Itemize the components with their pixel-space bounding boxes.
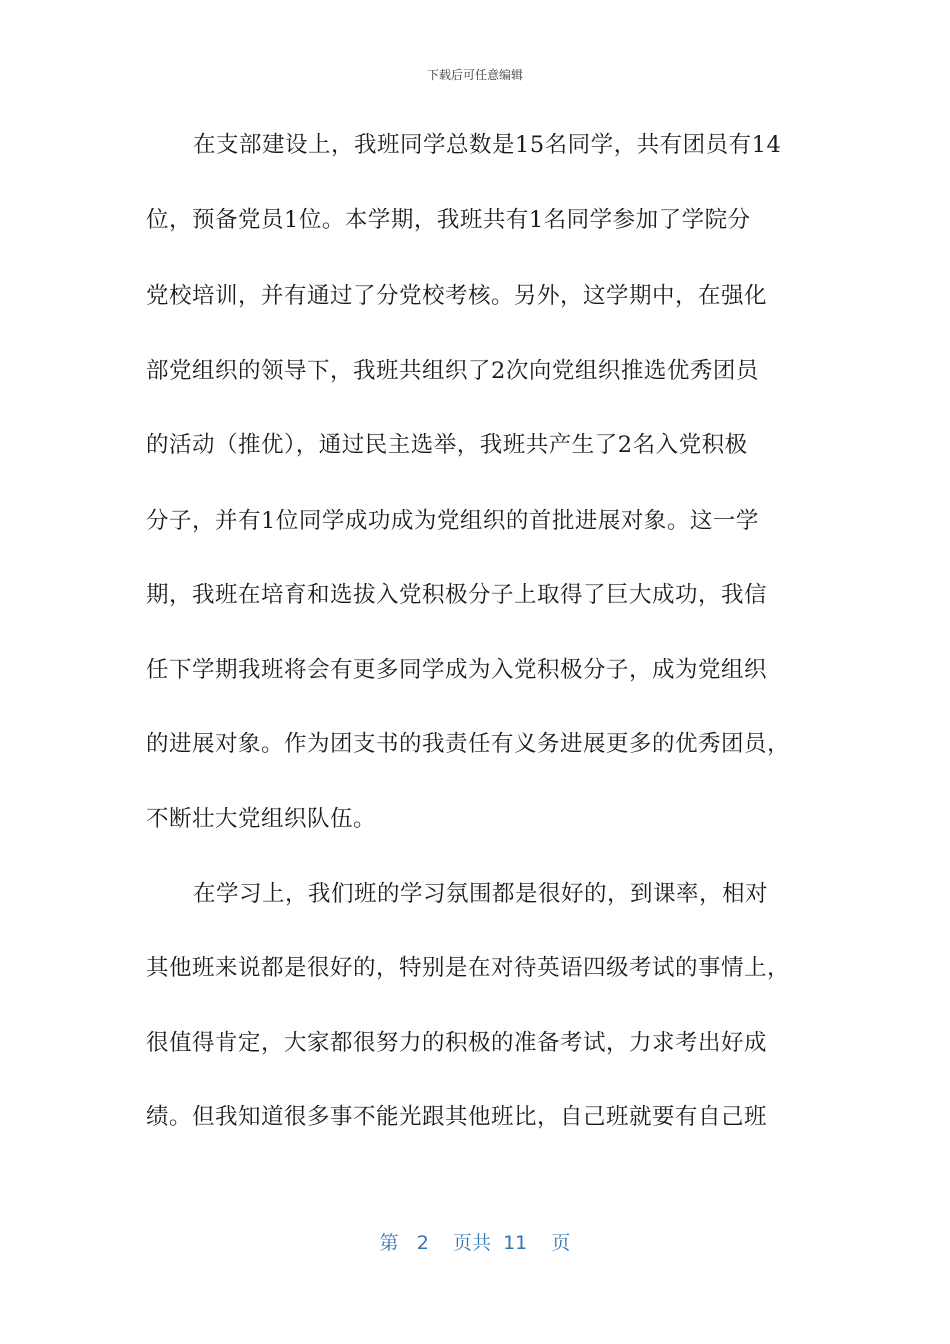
text-line: 其他班来说都是很好的，特别是在对待英语四级考试的事情上， <box>146 955 791 981</box>
text-line: 不断壮大党组织队伍。 <box>146 806 377 832</box>
footer-prefix: 第 <box>379 1232 399 1254</box>
footer-middle: 页共 <box>452 1232 491 1254</box>
text-line: 在学习上，我们班的学习氛围都是很好的，到课率，相对 <box>193 881 769 907</box>
header-note: 下载后可任意编辑 <box>426 68 523 82</box>
text-line: 很值得肯定，大家都很努力的积极的准备考试，力求考出好成 <box>146 1030 768 1056</box>
text-line: 分子，并有1位同学成功成为党组织的首批进展对象。这一学 <box>146 508 759 534</box>
text-line: 的进展对象。作为团支书的我责任有义务进展更多的优秀团员， <box>146 731 791 757</box>
text-line: 在支部建设上，我班同学总数是15名同学，共有团员有14 <box>193 132 782 158</box>
text-line: 党校培训，并有通过了分党校考核。另外，这学期中，在强化 <box>146 283 768 309</box>
footer-suffix: 页 <box>551 1232 571 1254</box>
text-line: 期，我班在培育和选拔入党积极分子上取得了巨大成功，我信 <box>146 582 768 608</box>
page-number: 2 <box>416 1232 429 1254</box>
text-line: 部党组织的领导下，我班共组织了2次向党组织推选优秀团员 <box>146 358 759 384</box>
text-line: 绩。但我知道很多事不能光跟其他班比，自己班就要有自己班 <box>146 1104 768 1130</box>
text-line: 位，预备党员1位。本学期，我班共有1名同学参加了学院分 <box>146 207 751 233</box>
text-line: 的活动（推优），通过民主选举，我班共产生了2名入党积极 <box>146 432 748 458</box>
total-pages: 11 <box>503 1232 528 1254</box>
page-footer <box>0 1228 950 1255</box>
text-line: 任下学期我班将会有更多同学成为入党积极分子，成为党组织 <box>146 657 768 683</box>
